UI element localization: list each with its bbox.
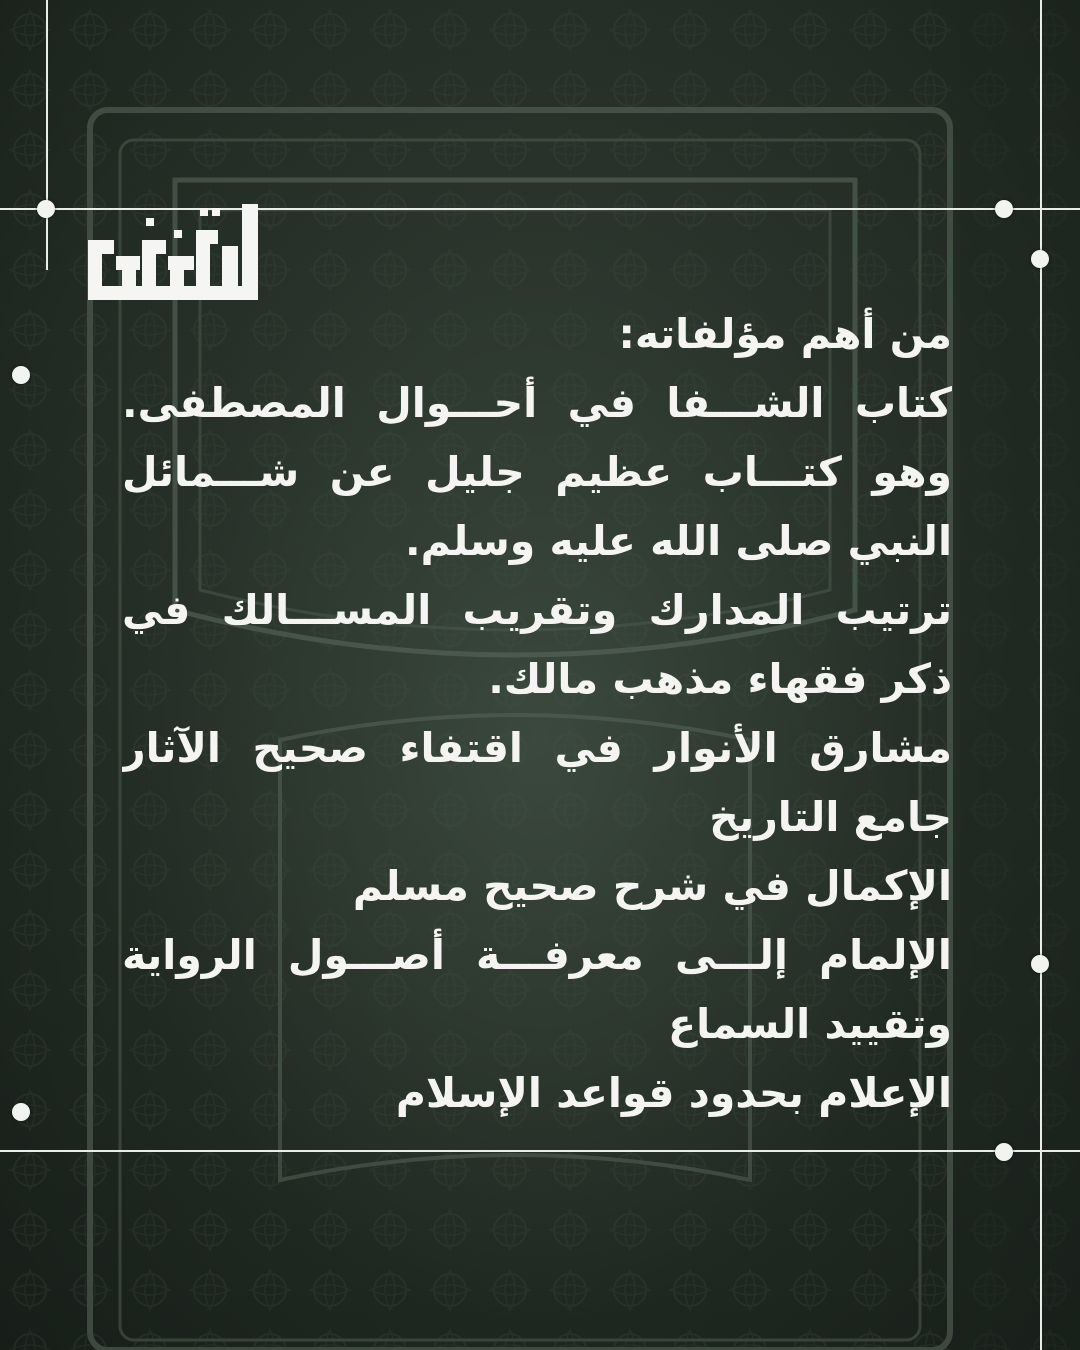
text-line: الإعلام بحدود قواعد الإسلام bbox=[395, 1069, 952, 1117]
text-line: كتاب الشـــفا في أحـــوال المصطفى. bbox=[122, 379, 952, 427]
text-line: النبي صلى الله عليه وسلم. bbox=[405, 517, 952, 565]
frame-dot bbox=[1031, 250, 1049, 268]
frame-dot bbox=[1031, 955, 1049, 973]
frame-dot bbox=[12, 366, 30, 384]
frame-bottom-line bbox=[0, 1150, 1080, 1152]
text-line: الإلمام إلـــى معرفـــة أصـــول الرواية bbox=[122, 931, 952, 979]
frame-dot bbox=[12, 1103, 30, 1121]
heading-line: من أهم مؤلفاته: bbox=[618, 310, 952, 358]
text-line: ترتيب المدارك وتقريب المســـالك في bbox=[122, 586, 952, 634]
text-line: جامع التاريخ bbox=[709, 793, 952, 841]
brand-logo-icon bbox=[82, 200, 264, 312]
text-line: مشارق الأنوار في اقتفاء صحيح الآثار bbox=[122, 724, 952, 772]
text-line: ذكر فقهاء مذهب مالك. bbox=[488, 655, 952, 703]
frame-dot bbox=[37, 200, 55, 218]
text-line: وهو كتـــاب عظيم جليل عن شـــمائل bbox=[122, 448, 952, 496]
text-line: وتقييد السماع bbox=[668, 1000, 952, 1048]
authored-works-text bbox=[122, 300, 952, 1128]
text-line: الإكمال في شرح صحيح مسلم bbox=[352, 862, 952, 910]
frame-dot bbox=[995, 1143, 1013, 1161]
frame-dot bbox=[995, 200, 1013, 218]
frame-left-line bbox=[46, 0, 48, 270]
frame-right-line bbox=[1040, 0, 1042, 1350]
